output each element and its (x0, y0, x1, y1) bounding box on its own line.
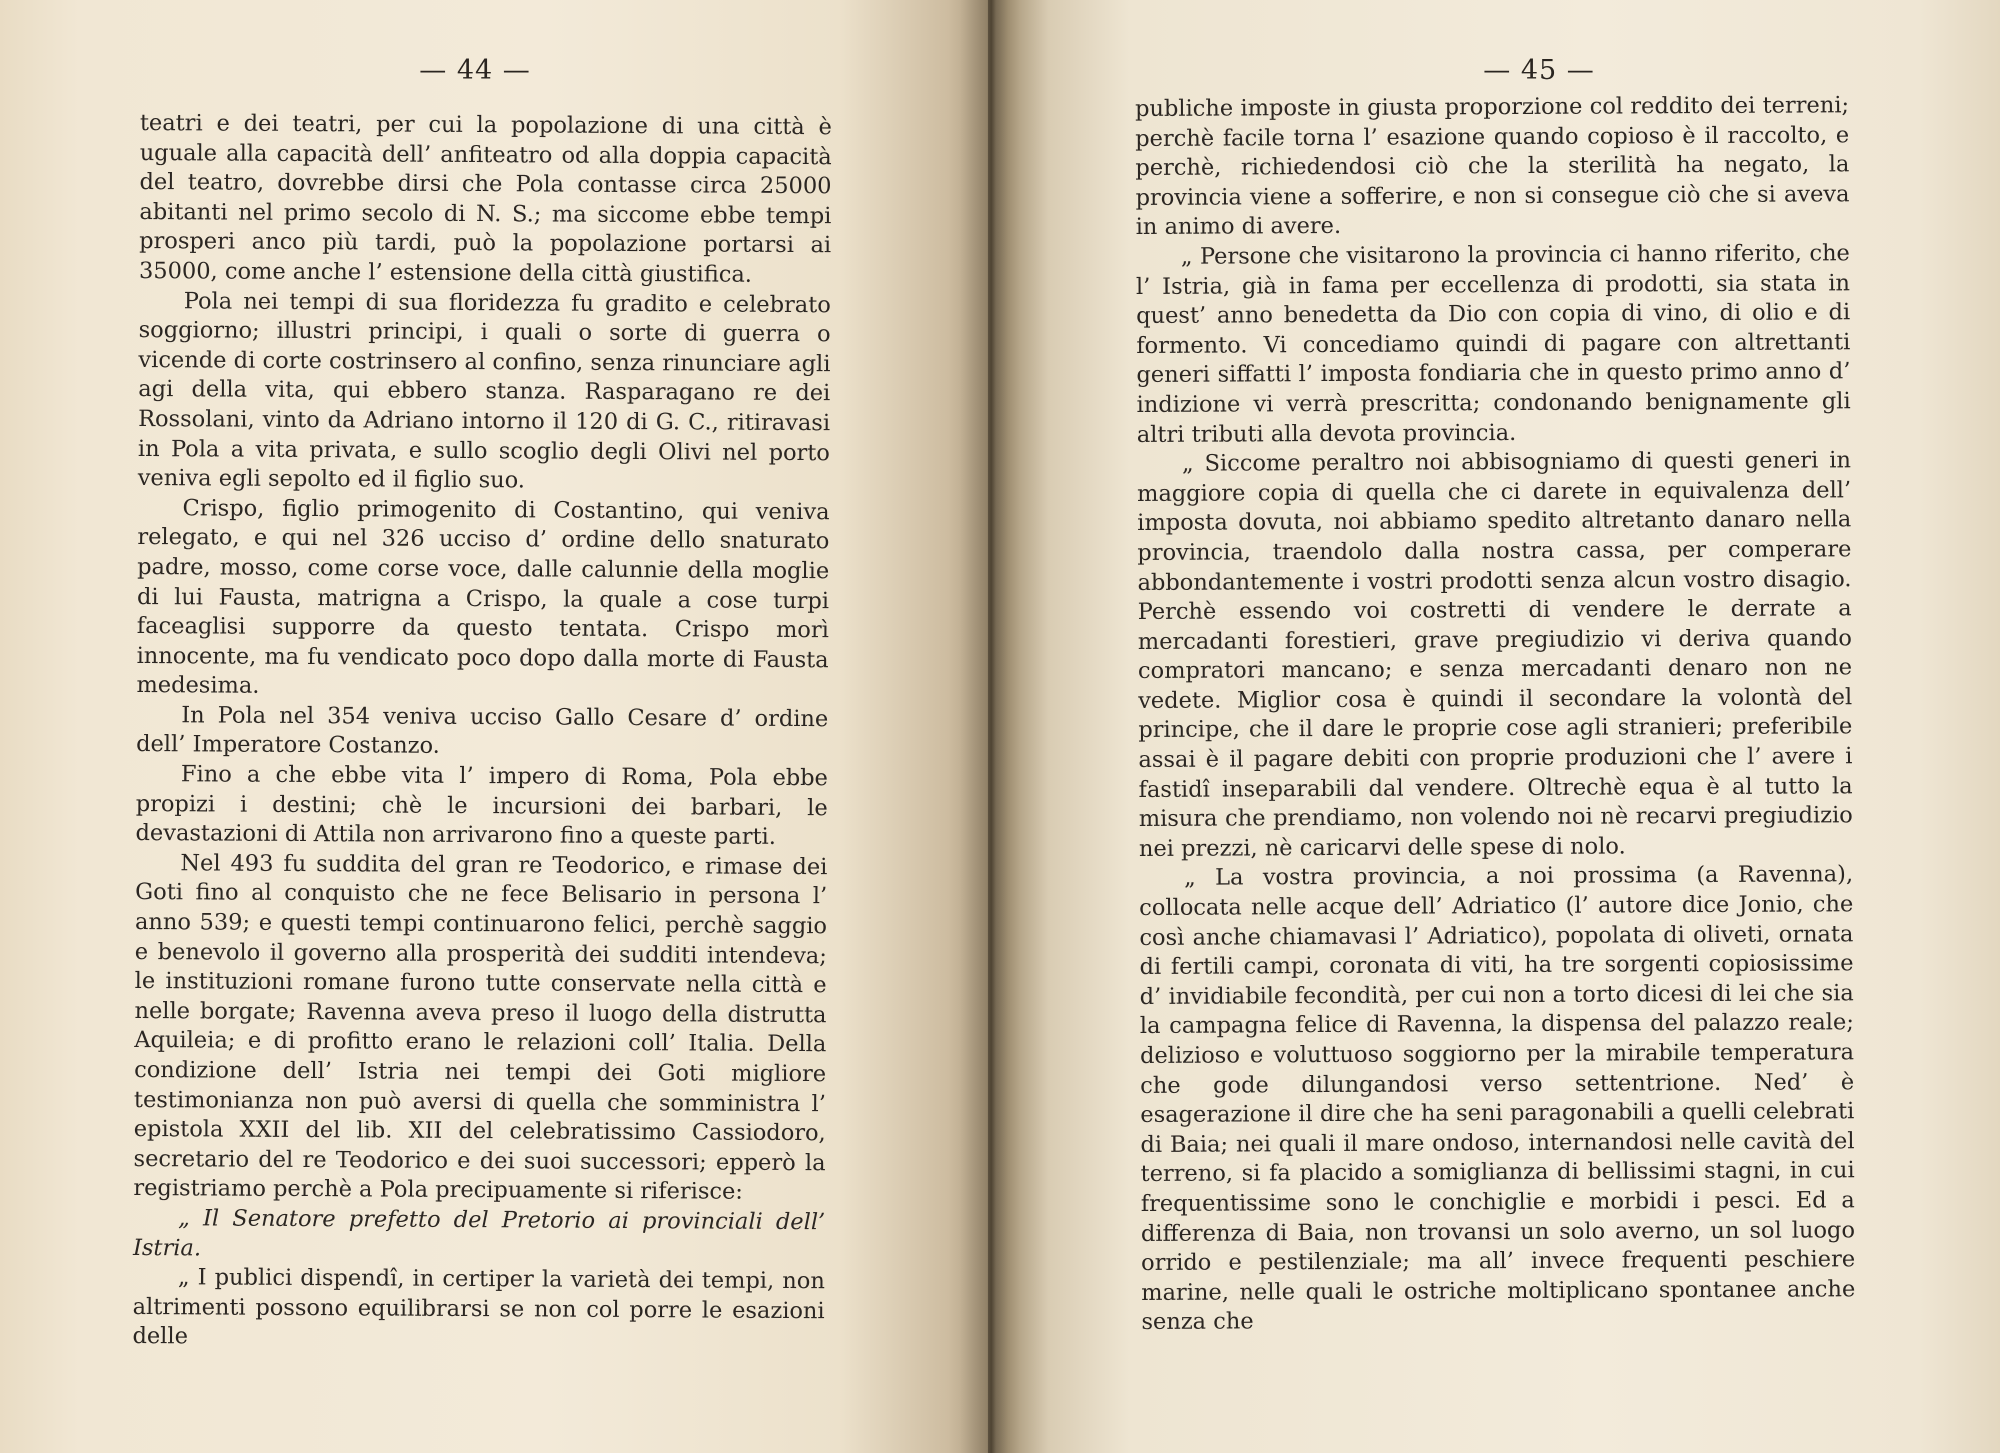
right-page-text (1135, 91, 1855, 1338)
paragraph: Fino a che ebbe vita l’ impero di Roma, Pola ebbe propizi i destini; chè le incursioni dei barbari, le devastazioni di Attila non arrivarono fino a queste parti. (135, 761, 829, 851)
paragraph: „ La vostra provincia, a noi prossima (a Ravenna), collocata nelle acque dell’ Adriatico (l’ autore dice Jonio, che così anche chiamavasi l’ Adriatico), popolata di oliveti, ornata di fertili campi, coronata di viti, ha tre sorgenti copiosissime d’ invidiabile fecondità, per cui non a torto dicesi di lei che sia la campagna felice di Ravenna, la dispensa del palazzo reale; delizioso e voluttuoso soggiorno per la mirabile temperatura che gode dilungandosi verso settentrione. Ned’ è esagerazione il dire che ha seni paragonabili a quelli celebrati di Baia; nei quali il mare ondoso, internandosi nelle cavità del terreno, si fa placido a somiglianza di bellissimi stagni, in cui frequentissime sono le conchiglie e morbidi i pesci. Ed a differenza di Baia, non trovansi un solo averno, un sol luogo orrido e pestilenziale; ma all’ invece frequenti peschiere marine, nelle quali le ostriche moltiplicano spontanee anche senza che (1139, 861, 1856, 1336)
paragraph: Pola nei tempi di sua floridezza fu gradito e celebrato soggiorno; illustri principi, i quali o sorte di guerra o vicende di corte costrinsero al confino, senza rinunciare agli agi della vita, qui ebbero stanza. Rasparagano re dei Rossolani, vinto da Adriano intorno il 120 di G. C., ritiravasi in Pola a vita privata, e sullo scoglio degli Olivi nel porto veniva egli sepolto ed il figlio suo. (137, 287, 831, 494)
paragraph: „ Siccome peraltro noi abbisogniamo di questi generi in maggiore copia di quella che ci darete in equivalenza dell’ imposta dovuta, noi abbiamo spedito altretanto danaro nella provincia, traendolo dalla nostra cassa, per comperare abbondantemente i vostri prodotti senza alcun vostro disagio. Perchè essendo voi costretti di vendere le derrate a mercadanti forestieri, grave pregiudizio vi deriva quando compratori mancano; e senza mercadanti denaro non ne vedete. Miglior cosa è quindi il secondare la volontà del principe, che il dare le proprie cose agli stranieri; preferibile assai è il pagare debiti con proprie produzioni che l’ avere i fastidî inseparabili dal vendere. Oltrechè equa è al tutto la misura che prendiamo, non volendo noi nè recarvi pregiudizio nei prezzi, nè caricarvi delle spese di nolo. (1137, 447, 1853, 862)
paragraph: Nel 493 fu suddita del gran re Teodorico, e rimase dei Goti fino al conquisto che ne fece Belisario in persona l’ anno 539; e questi tempi continuarono felici, perchè saggio e benevolo il governo alla prosperità dei sudditi intendeva; le instituzioni romane furono tutte conservate nella città e nelle borgate; Ravenna aveva preso il luogo della distrutta Aquileia; e di profitto erano le relazioni coll’ Italia. Della condizione dell’ Istria nei tempi dei Goti migliore testimonianza non può aversi di quella che somministra l’ epistola XXII del lib. XII del celebratissimo Cassiodoro, secretario del re Teodorico e dei suoi successori; epperò la registriamo perchè a Pola precipuamente si riferisce: (133, 850, 828, 1206)
left-page (0, 0, 988, 1453)
epistle-heading-text: „ Il Senatore prefetto del Pretorio ai provinciali dell’ Istria. (132, 1205, 826, 1261)
page-number-right: — 45 — (1483, 55, 1595, 86)
epistle-heading (133, 1204, 825, 1267)
paragraph: teatri e dei teatri, per cui la popolazione di una città è uguale alla capacità dell’ anfiteatro od alla doppia capacità del teatro, dovrebbe dirsi che Pola contasse circa 25000 abitanti nel primo secolo di N. S.; ma siccome ebbe tempi prosperi anco più tardi, può la popolazione portarsi ai 35000, come anche l’ estensione della città giustifica. (138, 109, 832, 288)
paragraph: „ Persone che visitarono la provincia ci hanno riferito, che l’ Istria, già in fama per eccellenza di prodotti, sia stata in quest’ anno benedetta da Dio con copia di vino, di olio e di formento. Vi concediamo quindi di pagare con altrettanti generi siffatti l’ imposta fondiaria che in questo primo anno d’ indizione vi verrà prescritta; condonando benignamente gli altri tributi alla devota provincia. (1135, 240, 1851, 448)
left-page-text (132, 109, 832, 1356)
paragraph: publiche imposte in giusta proporzione col reddito dei terreni; perchè facile torna l’ esazione quando copioso è il raccolto, e perchè, richiedendosi ciò che la sterilità ha negato, la provincia viene a sofferire, e non si consegue ciò che si aveva in animo di avere. (1135, 92, 1850, 241)
page-number-left: — 44 — (419, 55, 531, 86)
right-page (988, 0, 2000, 1453)
paragraph: Crispo, figlio primogenito di Costantino, qui veniva relegato, e qui nel 326 ucciso d’ ordine dello snaturato padre, mosso, come corse voce, dalle calunnie della moglie di lui Fausta, matrigna a Crispo, la quale a cose turpi faceaglisi supporre da questo tentata. Crispo morì innocente, ma fu vendicato poco dopo dalla morte di Fausta medesima. (136, 494, 830, 700)
paragraph: „ I publici dispendî, in certiper la varietà dei tempi, non altrimenti possono equilibrarsi se non col porre le esazioni delle (132, 1264, 825, 1350)
paragraph: In Pola nel 354 veniva ucciso Gallo Cesare d’ ordine dell’ Imperatore Costanzo. (136, 702, 829, 760)
